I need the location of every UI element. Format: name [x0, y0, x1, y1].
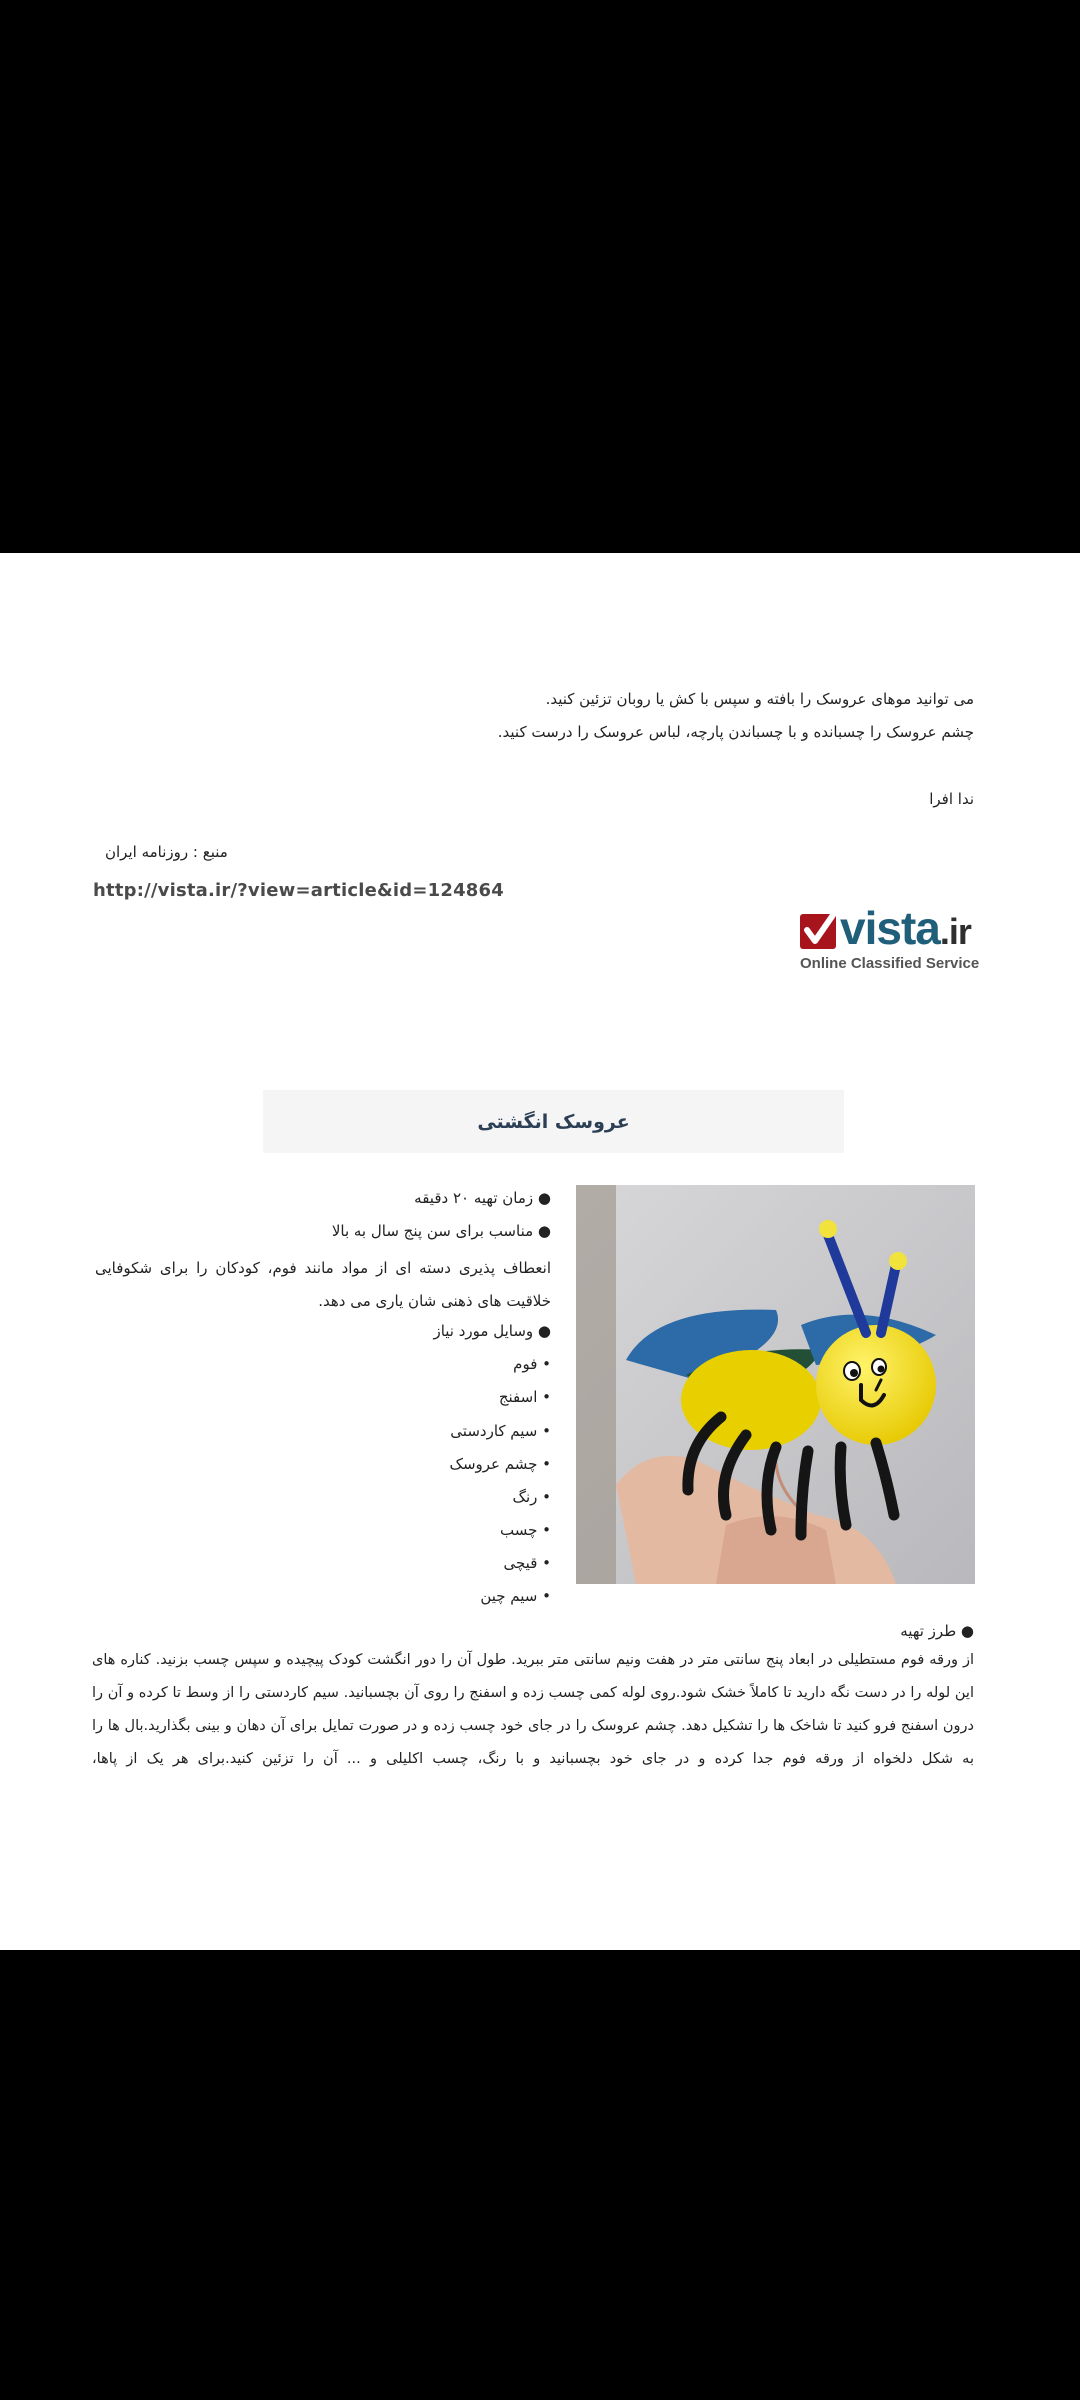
material-item: • اسفنج — [498, 1388, 551, 1406]
article-line-hair: می توانید موهای عروسک را بافته و سپس با کش یا روبان تزئین کنید. — [545, 690, 974, 708]
material-item: • قیچی — [503, 1554, 551, 1572]
material-item: • رنگ — [512, 1488, 551, 1506]
article-title-box — [263, 1090, 844, 1153]
article-title: عروسک انگشتی — [477, 1110, 630, 1133]
finger-puppet-photo — [576, 1185, 975, 1584]
bullet-prep-time: ● زمان تهیه ۲۰ دقیقه — [414, 1189, 551, 1207]
material-item: • فوم — [513, 1355, 551, 1373]
article-page — [0, 553, 1080, 1950]
article-line-eyes: چشم عروسک را چسبانده و با چسباندن پارچه، لباس عروسک را درست کنید. — [497, 723, 974, 741]
method-paragraph: از ورقه فوم مستطیلی در ابعاد پنج سانتی متر در هفت ونیم سانتی متر ببرید. طول آن را دور انگشت کودک پیچیده و سپس چسب بزنید. کناره های این لوله را در دست نگه دارید تا کاملاً خشک شود.روی لوله کمی چسب زده و اسفنج را روی آن بچسبانید. سیم کاردستی را از وسط تا کرده و آن را درون اسفنج فرو کنید تا شاخک ها را تشکیل دهد. چشم عروسک را در جای خود چسب زده و در صورت تمایل برای آن دهان و بینی بگذارید.بال ها را به شکل دلخواه از ورقه فوم جدا کرده و در جای خود بچسبانید و با رنگ، چسب اکلیلی و ... آن را تزئین کنید.برای هر یک از پاها، — [92, 1652, 974, 1767]
vista-logo-tagline: Online Classified Service — [800, 955, 980, 972]
article-source: منبع : روزنامه ایران — [105, 843, 228, 861]
method-heading: ● طرز تهیه — [900, 1622, 974, 1640]
source-link[interactable]: http://vista.ir/?view=article&id=124864 — [93, 880, 504, 901]
article-author: ندا افرا — [929, 790, 974, 808]
material-item: • سیم چین — [480, 1587, 551, 1605]
bullet-age: ● مناسب برای سن پنج سال به بالا — [331, 1222, 551, 1240]
bullet-materials-heading: ● وسایل مورد نیاز — [433, 1322, 551, 1340]
vista-logo-wordmark — [840, 901, 971, 955]
material-item: • چسب — [500, 1521, 551, 1539]
material-item: • چشم عروسک — [449, 1455, 551, 1473]
material-item: • سیم کاردستی — [450, 1422, 551, 1440]
article-intro: انعطاف پذیری دسته ای از مواد مانند فوم، کودکان را برای شکوفایی خلاقیت های ذهنی شان یاری می دهد. — [95, 1259, 551, 1310]
vista-logo-main: vista — [840, 902, 940, 954]
bee-puppet-image — [576, 1185, 975, 1584]
vista-logo-suffix: .ir — [939, 911, 971, 952]
vista-logo[interactable] — [798, 902, 998, 975]
